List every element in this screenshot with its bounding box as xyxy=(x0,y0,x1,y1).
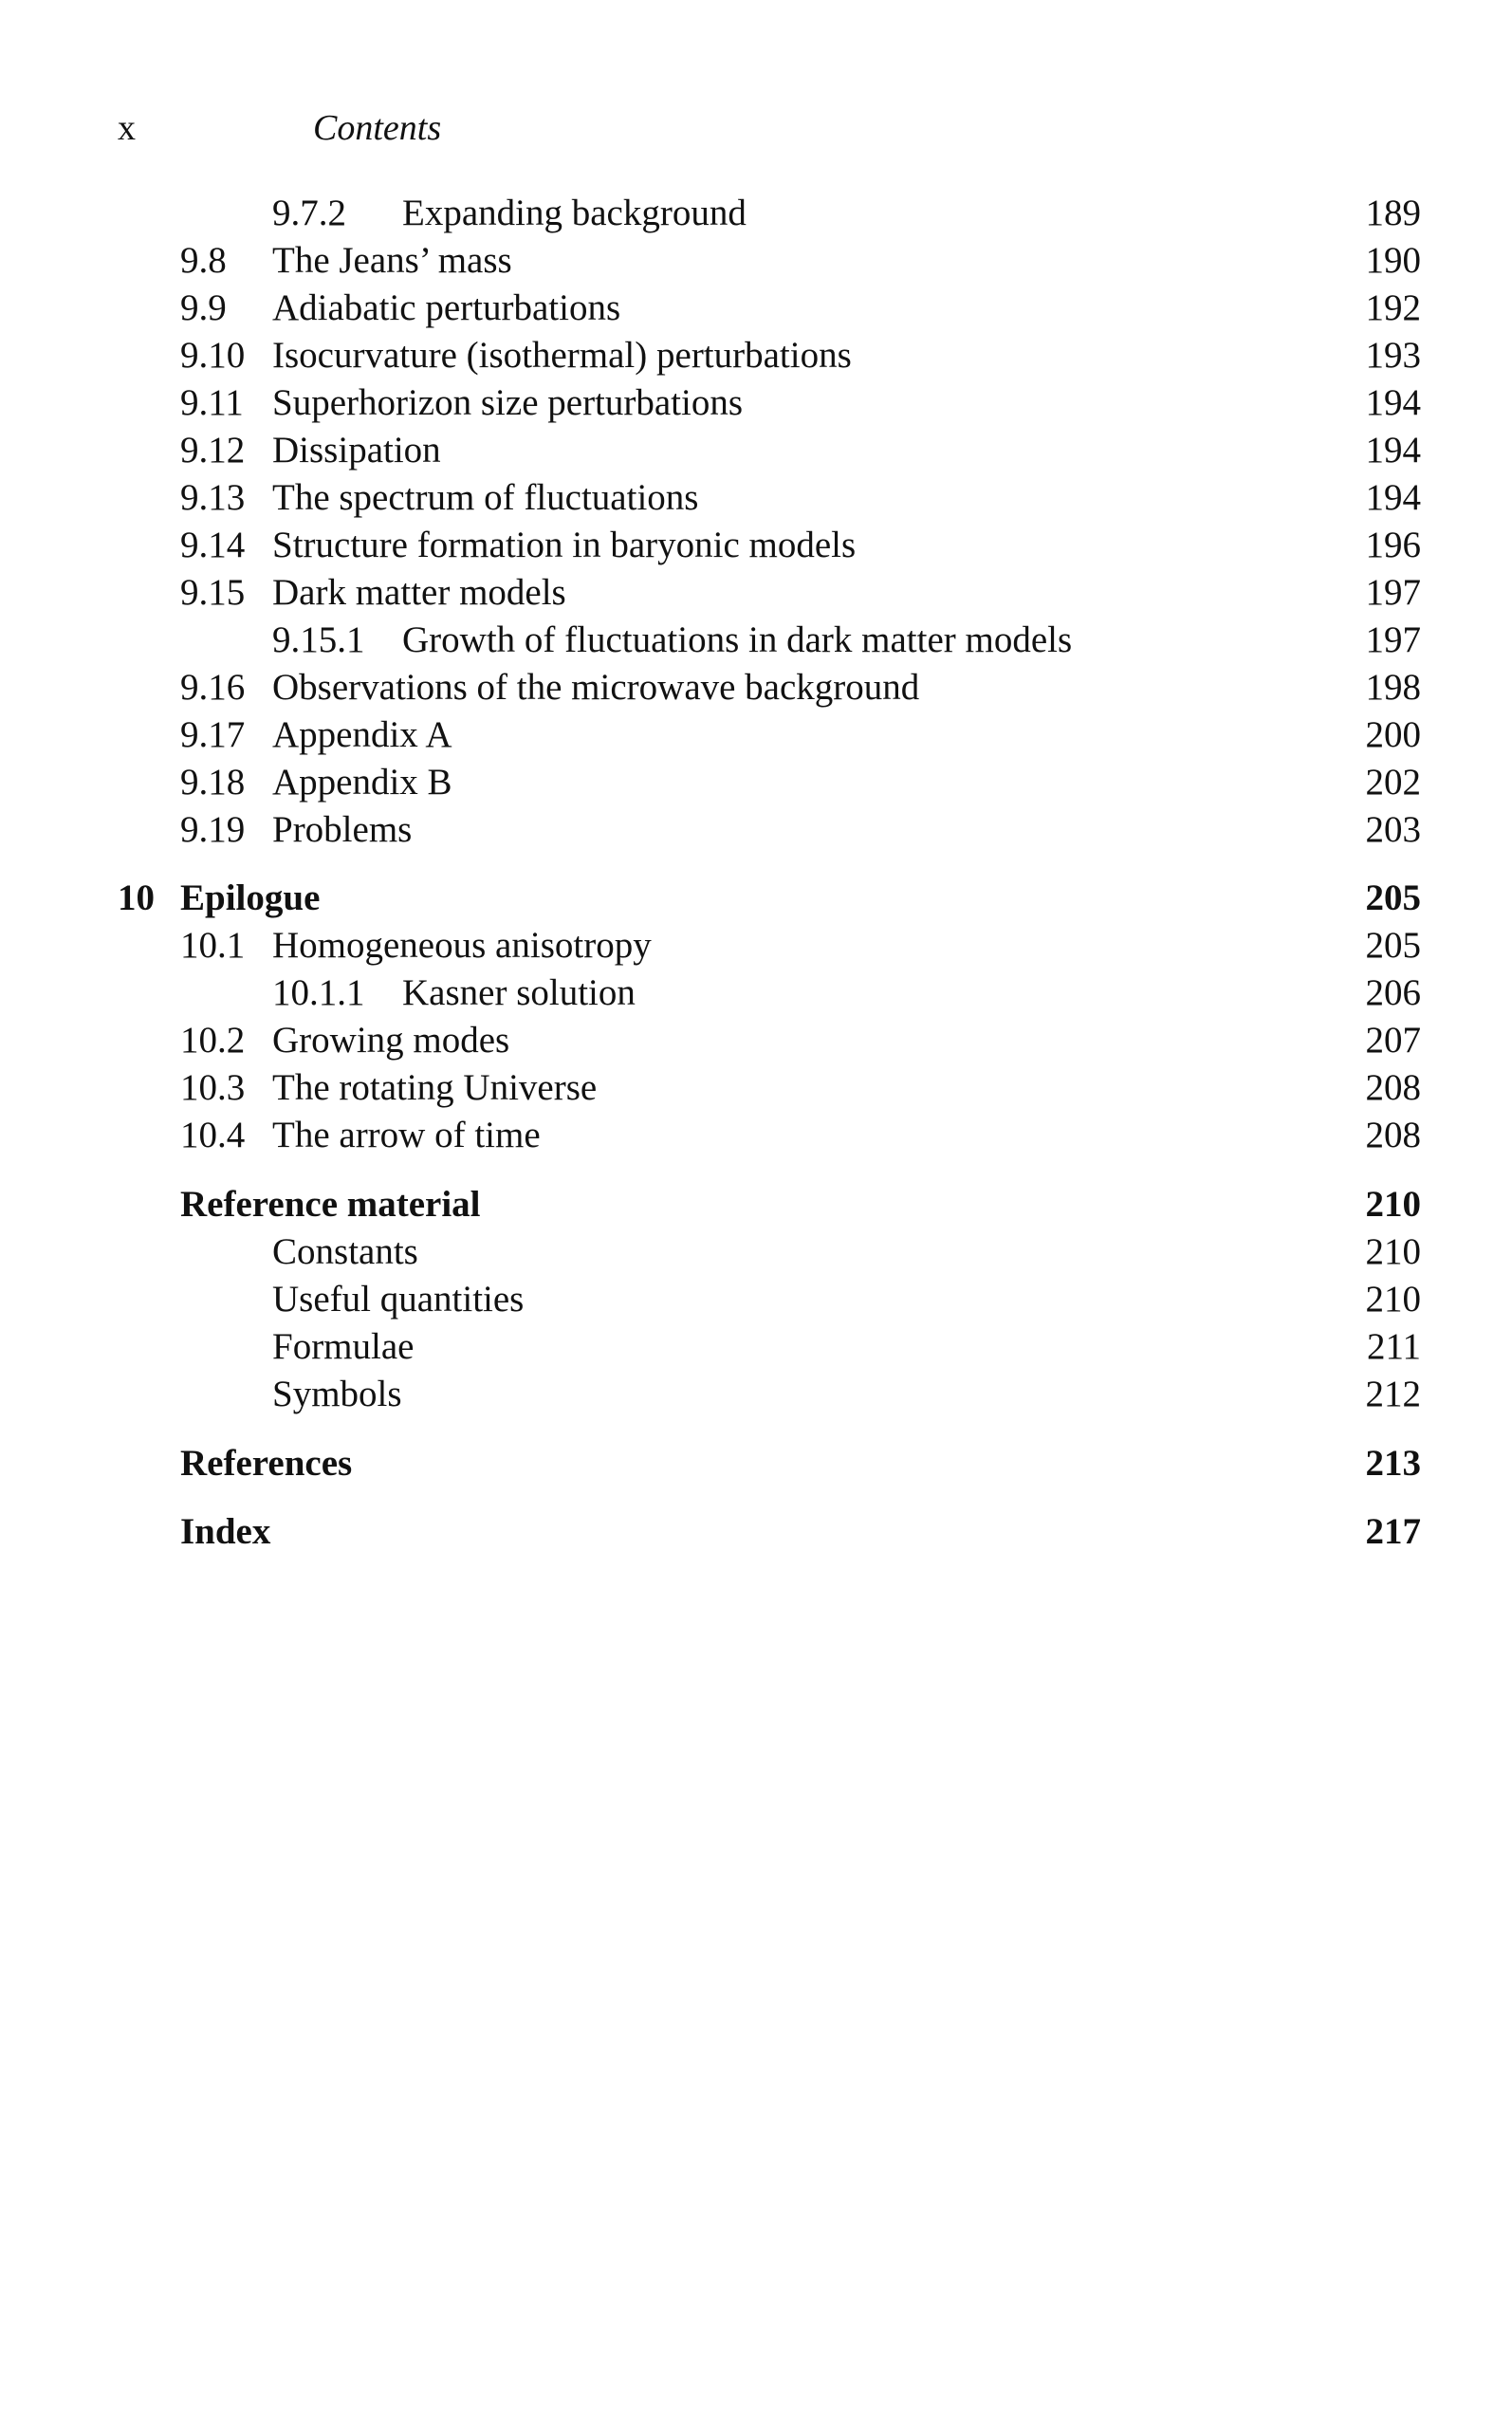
toc-entry-page: 205 xyxy=(1365,925,1421,966)
toc-entry-number: 9.15.1 xyxy=(272,619,365,660)
toc-entry-title: Reference material xyxy=(180,1184,481,1225)
toc-entry-page: 210 xyxy=(1365,1231,1421,1272)
toc-entry-number: 9.13 xyxy=(180,477,246,518)
toc-entry[interactable] xyxy=(0,1112,1512,1159)
toc-entry-page: 194 xyxy=(1365,477,1421,518)
toc-entry-page: 197 xyxy=(1365,619,1421,660)
toc-entry[interactable] xyxy=(0,617,1512,664)
toc-reference-material[interactable] xyxy=(0,1181,1512,1228)
toc-entry-title: Homogeneous anisotropy xyxy=(272,925,652,966)
toc-entry-title: Observations of the microwave background xyxy=(272,667,920,708)
toc-entry-title: Growing modes xyxy=(272,1020,510,1061)
toc-entry-title: The rotating Universe xyxy=(272,1067,598,1108)
toc-entry-page: 193 xyxy=(1365,335,1421,376)
toc-entry[interactable] xyxy=(0,427,1512,474)
toc-entry[interactable] xyxy=(0,237,1512,285)
toc-index[interactable] xyxy=(0,1508,1512,1556)
toc-entry-page: 189 xyxy=(1365,193,1421,233)
toc-entry[interactable] xyxy=(0,1064,1512,1112)
toc-entry-title: Dissipation xyxy=(272,430,441,471)
toc-entry-number: 10.3 xyxy=(180,1067,246,1108)
toc-entry-title: Dark matter models xyxy=(272,572,566,613)
toc-entry-title: Isocurvature (isothermal) perturbations xyxy=(272,335,852,376)
toc-entry-title: References xyxy=(180,1443,353,1484)
toc-entry-number: 10.2 xyxy=(180,1020,246,1061)
toc-entry-page: 211 xyxy=(1366,1326,1421,1367)
toc-entry-number: 9.9 xyxy=(180,287,227,328)
toc-entry-title: Kasner solution xyxy=(402,972,636,1013)
toc-entry-page: 212 xyxy=(1365,1374,1421,1414)
toc-entry-title: Appendix B xyxy=(272,762,452,803)
toc-entry[interactable] xyxy=(0,1276,1512,1323)
toc-entry-number: 9.19 xyxy=(180,809,246,850)
toc-entry-title: The Jeans’ mass xyxy=(272,240,512,281)
toc-entry-title: Growth of fluctuations in dark matter models xyxy=(402,619,1073,660)
toc-entry-title: Constants xyxy=(272,1231,418,1272)
toc-entry-title: The arrow of time xyxy=(272,1115,541,1155)
toc-entry-number: 9.16 xyxy=(180,667,246,708)
toc-entry-number: 9.7.2 xyxy=(272,193,346,233)
toc-entry-number: 10.1.1 xyxy=(272,972,365,1013)
toc-entry-title: The spectrum of fluctuations xyxy=(272,477,699,518)
toc-entry-number: 10.1 xyxy=(180,925,246,966)
toc-entry-title: Structure formation in baryonic models xyxy=(272,525,857,565)
toc-references[interactable] xyxy=(0,1440,1512,1487)
toc-entry[interactable] xyxy=(0,664,1512,711)
toc-chapter-page: 205 xyxy=(1365,877,1421,918)
page-number: x xyxy=(118,108,136,148)
toc-entry-title: Adiabatic perturbations xyxy=(272,287,621,328)
toc-entry-number: 9.10 xyxy=(180,335,246,376)
toc-entry[interactable] xyxy=(0,922,1512,969)
toc-entry-page: 194 xyxy=(1365,430,1421,471)
toc-entry-title: Appendix A xyxy=(272,714,452,755)
toc-entry-title: Expanding background xyxy=(402,193,747,233)
toc-entry-number: 9.14 xyxy=(180,525,246,565)
toc-entry-page: 217 xyxy=(1365,1511,1421,1552)
toc-entry[interactable] xyxy=(0,474,1512,522)
toc-entry-page: 202 xyxy=(1365,762,1421,803)
running-title: Contents xyxy=(313,108,442,148)
toc-entry[interactable] xyxy=(0,806,1512,854)
toc-chapter-title: Epilogue xyxy=(180,877,321,918)
toc-entry[interactable] xyxy=(0,522,1512,569)
toc-entry-number: 9.15 xyxy=(180,572,246,613)
toc-entry-page: 203 xyxy=(1365,809,1421,850)
toc-entry[interactable] xyxy=(0,1371,1512,1418)
toc-entry-page: 198 xyxy=(1365,667,1421,708)
toc-entry-page: 210 xyxy=(1365,1279,1421,1320)
toc-entry-title: Symbols xyxy=(272,1374,402,1414)
toc-entry-page: 207 xyxy=(1365,1020,1421,1061)
toc-entry-page: 208 xyxy=(1365,1067,1421,1108)
toc-entry-title: Formulae xyxy=(272,1326,415,1367)
toc-entry[interactable] xyxy=(0,190,1512,237)
toc-entry[interactable] xyxy=(0,711,1512,759)
toc-entry-title: Superhorizon size perturbations xyxy=(272,382,744,423)
toc-entry[interactable] xyxy=(0,1323,1512,1371)
toc-entry-number: 9.8 xyxy=(180,240,227,281)
toc-entry[interactable] xyxy=(0,332,1512,379)
toc-entry-title: Index xyxy=(180,1511,271,1552)
toc-entry-page: 213 xyxy=(1365,1443,1421,1484)
toc-entry[interactable] xyxy=(0,1228,1512,1276)
toc-entry-page: 197 xyxy=(1365,572,1421,613)
toc-entry[interactable] xyxy=(0,285,1512,332)
toc-entry-page: 190 xyxy=(1365,240,1421,281)
toc-entry[interactable] xyxy=(0,569,1512,617)
toc-chapter-number: 10 xyxy=(118,877,155,918)
toc-entry-number: 9.11 xyxy=(180,382,244,423)
toc-entry[interactable] xyxy=(0,1017,1512,1064)
toc-entry-page: 206 xyxy=(1365,972,1421,1013)
toc-entry[interactable] xyxy=(0,379,1512,427)
toc-entry-page: 208 xyxy=(1365,1115,1421,1155)
toc-entry-title: Useful quantities xyxy=(272,1279,525,1320)
toc-entry-title: Problems xyxy=(272,809,413,850)
toc-entry-page: 194 xyxy=(1365,382,1421,423)
toc-entry[interactable] xyxy=(0,969,1512,1017)
toc-entry-page: 200 xyxy=(1365,714,1421,755)
toc-entry-page: 192 xyxy=(1365,287,1421,328)
toc-entry-number: 10.4 xyxy=(180,1115,246,1155)
toc-entry-number: 9.17 xyxy=(180,714,246,755)
toc-entry-page: 210 xyxy=(1365,1184,1421,1225)
toc-entry-number: 9.12 xyxy=(180,430,246,471)
toc-entry[interactable] xyxy=(0,759,1512,806)
toc-chapter-entry[interactable] xyxy=(0,875,1512,922)
toc-entry-number: 9.18 xyxy=(180,762,246,803)
toc-entry-page: 196 xyxy=(1365,525,1421,565)
